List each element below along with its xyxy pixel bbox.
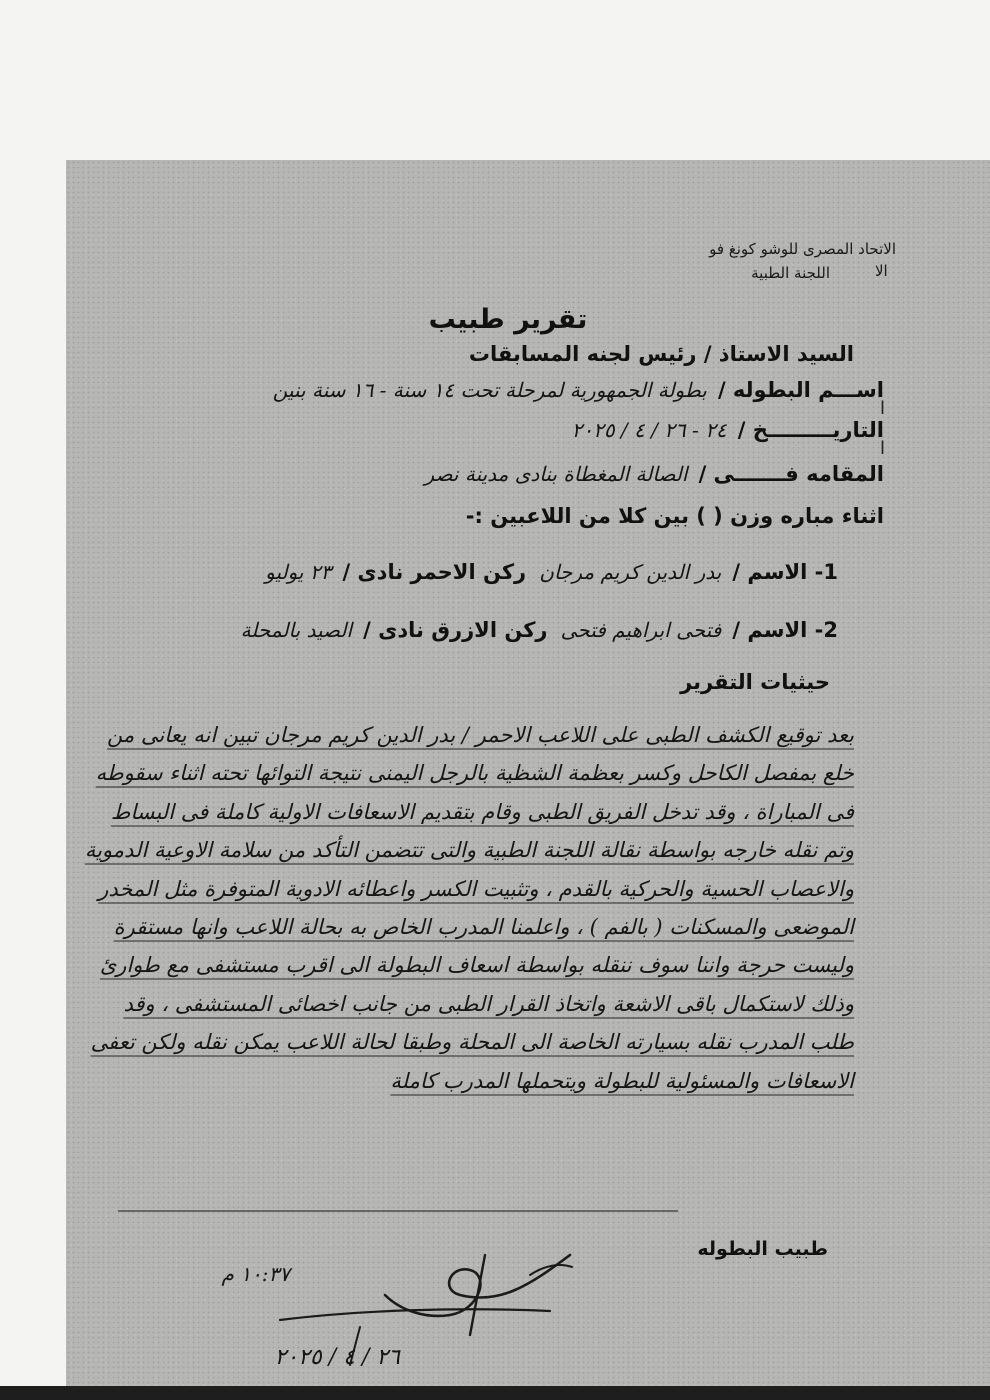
player-2-club: الصيد بالمحلة (240, 618, 353, 642)
date-row (114, 418, 884, 458)
player-2-label: 2- الاسم / (732, 618, 838, 642)
addressee-line: السيد الاستاذ / رئيس لجنه المسابقات (468, 342, 854, 366)
player-1-name: بدر الدين كريم مرجان (539, 560, 722, 584)
report-section-title: حيثيات التقرير (680, 670, 830, 694)
margin-tick: ا (880, 398, 886, 419)
player-row-1 (48, 560, 838, 600)
venue-row (114, 462, 884, 502)
document-title: تقرير طبيب (428, 304, 588, 335)
margin-fragment: الا (875, 262, 888, 280)
signature-date: ٢٦ / ٤ / ٢٠٢٥ (274, 1345, 400, 1370)
signature-time: ١٠:٣٧ م (221, 1262, 290, 1286)
date-label: التاريـــــــــخ / (737, 418, 884, 442)
margin-tick: ا (880, 438, 886, 459)
player-1-club: ٢٣ يوليو (265, 560, 332, 584)
department-name: اللجنة الطبية (751, 264, 830, 282)
venue-value: الصالة المغطاة بنادى مدينة نصر (424, 462, 688, 486)
scan-bottom-edge (0, 1386, 990, 1400)
signature-title: طبيب البطوله (697, 1238, 828, 1260)
player-2-corner: ركن الازرق نادى / (363, 618, 548, 642)
championship-row (114, 378, 884, 418)
report-body: بعد توقيع الكشف الطبى على اللاعب الاحمر / بدر الدين كريم مرجان تبين انه يعانى من خلع بمفصل الكاحل وكسر بعظمة الشظية بالرجل اليمنى نتيجة التوائها تحته اثناء سقوطه فى المباراة ، وقد تدخل الفريق الطبى وقام بتقديم الاسعافات الاولية كاملة فى البساط وتم نقله خارجه بواسطة نقالة اللجنة الطبية والتى تتضمن التأكد من سلامة الاوعية الدموية والاعصاب الحسية والحركية بالقدم ، وتثبيت الكسر واعطائه الادوية المتوفرة مثل المخدر الموضعى والمسكنات ( بالفم ) ، واعلمنا المدرب الخاص به بحالة اللاعب وانها مستقرة وليست حرجة واننا سوف ننقله بواسطة اسعاف البطولة الى اقرب مستشفى مع طوارئ وذلك لاستكمال باقى الاشعة واتخاذ القرار الطبى من جانب اخصائى المستشفى ، وقد طلب المدرب نقله بسيارته الخاصة الى المحلة وطبقا لحالة اللاعب يمكن نقله ولكن تعفى الاسعافات والمسئولية للبطولة ويتحملها المدرب كاملة (84, 723, 854, 1093)
organization-name: الاتحاد المصرى للوشو كونغ فو (709, 240, 896, 258)
player-2-name: فتحى ابراهيم فتحى (560, 618, 722, 642)
player-1-corner: ركن الاحمر نادى / (342, 560, 527, 584)
championship-label: اســـم البطوله / (717, 378, 884, 402)
match-label: اثناء مباره وزن ( ) بين كلا من اللاعبين :- (465, 504, 884, 528)
date-value: ٢٤ - ٢٦ / ٤ / ٢٠٢٥ (571, 418, 727, 442)
championship-value: بطولة الجمهورية لمرحلة تحت ١٤ سنة - ١٦ سنة بنين (272, 378, 707, 402)
player-row-2 (48, 618, 838, 658)
venue-label: المقامه فـــــــى / (698, 462, 884, 486)
match-row (114, 504, 884, 544)
divider-line (118, 1210, 678, 1212)
player-1-label: 1- الاسم / (732, 560, 838, 584)
